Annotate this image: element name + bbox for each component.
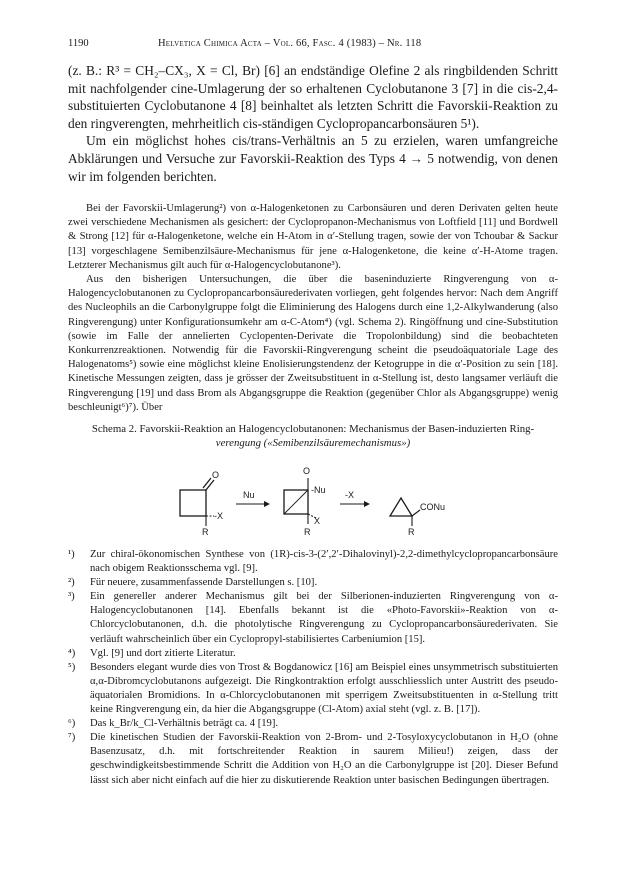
arrow-1	[236, 490, 270, 507]
footnotes	[68, 548, 558, 788]
leaving-group-x-1: -X	[214, 511, 223, 521]
footnote-6	[68, 717, 558, 731]
footnote-number: ⁵)	[68, 661, 76, 673]
footnote-5	[68, 661, 558, 717]
halide-loss-label: -X	[345, 490, 354, 500]
small-paragraph-2: Aus den bisherigen Untersuchungen, die über die baseninduzierte Ringverengung von α-Halogencyclobutanonen zu Cyclopropancarbonsäurederivaten vorliegen, geht folgendes hervor: Nach dem Angriff des Nucleophils an die Carbonylgruppe folgt die Eliminierung des Halogens durch eine 1,2-Alkylwanderung (also Ringverengung) unter Konfigurationsumkehr am α-C-Atom⁴) (vgl. Schema 2). Ringöffnung und cine-Substitution (sowie im Falle der annelierten Cyclopenten-Derivate die Tropolonbildung) sind die beobachteten Konkurrenzreaktionen. Notwendig für die Favorskii-Ringverengung scheint die pseudoäquatoriale Lage des Halogenatoms⁵) sowie eine möglichst kleine Enolisierungstendenz der Ketogruppe in die α′-Position zu sein [18]. Kinetische Messungen zeigten, dass je grösser der Zweitsubstituent in α-Stellung ist, desto langsamer verläuft die Ringverengung [19] und dass Brom als Abgangsgruppe die Reaktion (gegenüber Chlor als Abgangsgruppe) wenig beschleunigt⁶)⁷). Über	[68, 274, 558, 413]
footnote-number: ²)	[68, 577, 75, 589]
small-paragraph-1: Bei der Favorskii-Umlagerung²) von α-Halogenketonen zu Carbonsäuren und deren Derivaten gelten heute zwei verschiedene Mechanismen als gesichert: der Cyclopropanon-Mechanismus von Loftfield [11] und Bordwell & Strong [12] für α-Halogenketone, welche ein H-Atom in α′-Stellung tragen, sowie der von Tchoubar & Sackur [13] vorgeschlagene Semibenzilsäure-Mechanismus für jene α-Halogenketone, die keine α′-H-Atome tragen. Letzterer Mechanismus gilt auch für α-Halogencyclobutanone³).	[68, 203, 558, 271]
footnote-text: Zur chiral-ökonomischen Synthese von (1R)-cis-3-(2′,2′-Dihalovinyl)-2,2-dimethylcyclopropancarbonsäure nach obigem Reaktionsschema vgl. [9].	[90, 549, 558, 575]
running-title: Helvetica Chimica Acta – Vol. 66, Fasc. 4 (1983) – Nr. 118	[158, 38, 422, 49]
page-header	[68, 38, 558, 54]
footnote-3	[68, 590, 558, 646]
footnote-2	[68, 576, 558, 590]
main-text	[68, 62, 558, 185]
footnote-text: Vgl. [9] und dort zitierte Literatur.	[90, 647, 236, 659]
substituent-r-2: R	[304, 527, 311, 537]
schema-caption-line-2: verengung («Semibenzilsäuremechanismus»)	[215, 437, 411, 449]
main-paragraph-1: (z. B.: R³ = CH₂–CX₃, X = Cl, Br) [6] an endständige Olefine 2 als ringbildenden Schritt mit nachfolgender cine-Umlagerung der so erhaltenen Cyclobutanone 3 [7] in die cis-2,4-substituierten Cyclobutanone 4 [8] beinhaltet als letzten Schritt die Favorskii-Reaktion zu den ringverengten, mehrheitlich cis-ständigen Cyclopropancarbonsäuren 5¹).	[68, 63, 558, 131]
page-number: 1190	[68, 38, 89, 49]
footnote-number: ³)	[68, 591, 75, 603]
nucleophile-group: -Nu	[311, 485, 326, 495]
footnote-number: ⁶)	[68, 718, 76, 730]
reaction-scheme	[150, 460, 470, 540]
footnote-number: ⁷)	[68, 732, 76, 744]
cyclopropane-product-structure	[390, 498, 445, 537]
footnote-number: ⁴)	[68, 647, 76, 659]
footnote-text: Für neuere, zusammenfassende Darstellungen s. [10].	[90, 577, 318, 589]
substituent-r-3: R	[408, 527, 415, 537]
substituent-r-1: R	[202, 527, 209, 537]
halocyclobutanone-structure	[180, 470, 223, 537]
footnote-text: Ein genereller anderer Mechanismus gilt bei der Silberionen-induzierten Ringverengung von α-Halogencyclobutanonen [14]. Ebenfalls bekannt ist die «Photo-Favorskii»-Reaktion von α-Chlorcyclobutanonen, d.h. die photolytische Ringverengung zu Cyclopropancarbonsäurederivaten. Sie verläuft wahrscheinlich über ein Cyclopropyl-stabilisiertes Carbeniumion [15].	[90, 591, 558, 645]
carboxamide-group: CONu	[420, 502, 446, 512]
leaving-group-x-2: X	[314, 516, 321, 526]
footnote-text: Die kinetischen Studien der Favorskii-Reaktion von 2-Brom- und 2-Tosyloxycyclobutanon in H₂O (ohne Basenzusatz, d.h. mit fortschreitender Reaktion in saurem Milieu!) zeigen, dass der geschwindigkeitsbestimmende Schritt die Addition von H₂O an die Carbonylgruppe ist [20]. Dieser Befund lässt sich aber nicht einfach auf die hier zu diskutierende Reaktion unter basischen Bedingungen übertragen.	[90, 732, 558, 786]
footnote-1	[68, 548, 558, 576]
schema-caption	[68, 422, 558, 450]
footnote-text: Besonders elegant wurde dies von Trost & Bogdanowicz [16] am Beispiel eines unsymmetrisch substituierten α,α-Dibromcyclobutanons aufgezeigt. Die Ringkontraktion erfolgt ausschliesslich unter Austritt des pseudo-äquatorialen Bromidions. In α-Chlorcyclobutanonen mit sperrigem Zweitsubstituenten in α-Stellung tritt keine Ringverengung ein, da hier die Abgangsgruppe (Cl-Atom) axial steht (vgl. z. B. [17]).	[90, 661, 558, 716]
carbonyl-oxygen-1: O	[212, 470, 220, 480]
small-text	[68, 202, 558, 415]
arrow-2	[340, 490, 370, 507]
footnote-number: ¹)	[68, 549, 75, 560]
nucleophile-label: Nu	[243, 490, 255, 500]
footnote-7	[68, 731, 558, 787]
footnote-text: Das k_Br/k_Cl-Verhältnis beträgt ca. 4 [19].	[90, 718, 278, 730]
schema-caption-line-1: Schema 2. Favorskii-Reaktion an Halogencyclobutanonen: Mechanismus der Basen-induzierten Ring-	[91, 423, 535, 435]
footnote-4	[68, 647, 558, 661]
intermediate-structure	[284, 466, 326, 537]
main-paragraph-2: Um ein möglichst hohes cis/trans-Verhältnis an 5 zu erzielen, waren umfangreiche Abklärungen und Versuche zur Favorskii-Reaktion des Typs 4 → 5 notwendig, von denen wir im folgenden berichten.	[68, 133, 558, 184]
alkoxide-oxygen: O	[303, 466, 311, 476]
